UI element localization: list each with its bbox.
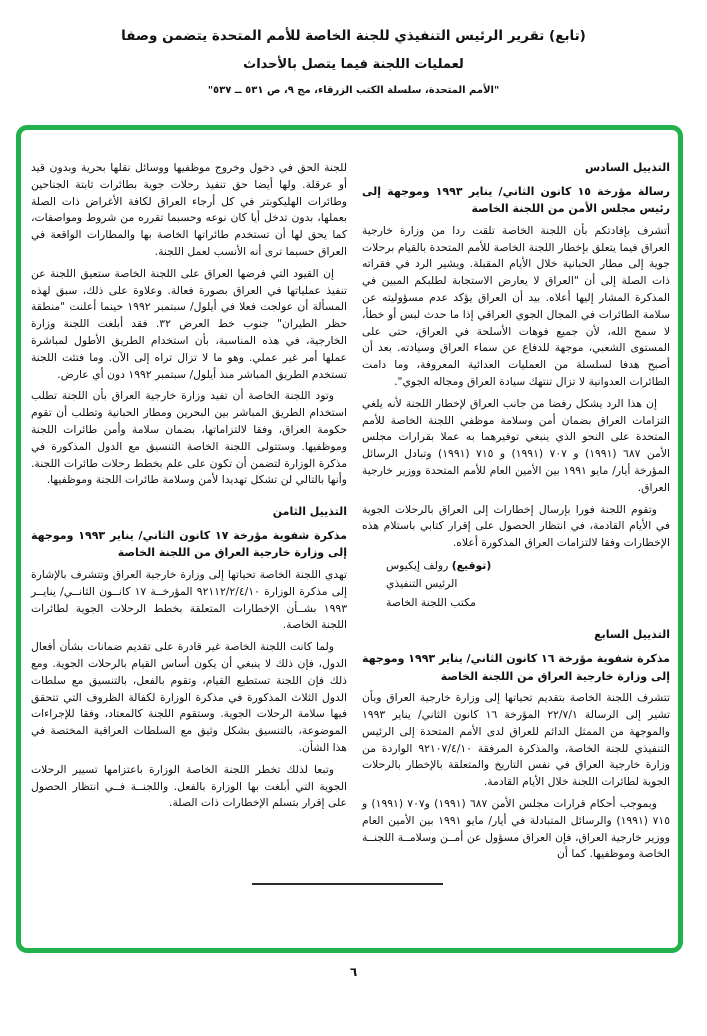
document-title-line2: لعمليات اللجنة فيما يتصل بالأحداث [243,57,464,73]
continuation-paragraph: للجنة الحق في دخول وخروج موظفيها ووسائل نقلها بحرية وبدون قيد أو عرقلة. ولها أيضا حق تنفيذ رحلات جوية بطائرات ثابتة الجناحين وطائرات الهليكوبتر في كل أرجاء العراق لكافة الأغراض ذات الصلة بعملها، بدون تدخل أيا كان نوعه وحسبما تقرره من شروط ومواصفات، كما يحق لها أن تستخدم طائراتها الخاصة بها والمطارات الواقعة في العراق حسبما ترى أنه الأنسب لعمل اللجنة. [31,161,347,258]
appendix-6-paragraph: وتقوم اللجنة فورا بإرسال إخطارات إلى العراق بالرحلات الجوية في الأيام القادمة، في انتظار الحصول على إقرار كتابي باستلام هذه الإخطارات وفقا لالتزامات العراق المذكورة أعلاه. [362,502,670,550]
appendix-6-paragraph: أتشرف بإفادتكم بأن اللجنة الخاصة تلقت ردا من وزارة خارجية العراق فيما يتعلق بإخطار اللجنة الخاصة للأمم المتحدة بالقيام برحلات جوية إلى مطار الحبانية خلال الأيام المقبلة. ويشير الرد في فقراته ذات الصلة إلى أن "العراق لا يعارض الاستجابة لطلبكم المبين في المذكرة المشار إليها أعلاه. بيد أن العراق يؤكد عدم مسؤوليته عن سلامة الطائرات في المجال الجوي العراقي إذا ما حدث لبس أو خطأ، لا سمح الله، لأن جميع فوهات الأسلحة في العراق، حتى على المستوى الشعبي، موجهة للدفاع عن سماء العراق وسيادته. بعد أن أصبح هدفا لسلسلة من العمليات العدائية المعروفة، وما دامت الطائرات العدوانية لا تزال تنتهك سيادة العراق ومجاله الجوي". [362,223,670,388]
appendix-6-heading: التذييل السادس [584,161,670,174]
appendix-7-subject: مذكرة شفوية مؤرخة ١٦ كانون الثاني/ يناير ١٩٩٣ وموجهة إلى وزارة خارجية العراق من اللجنة الخاصة [362,652,670,683]
footnote-divider [252,883,443,885]
appendix-8-paragraph: ولما كانت اللجنة الخاصة غير قادرة على تقديم ضمانات بشأن أفعال الدول، فإن ذلك لا ينبغي أن يكون أساس القيام بالرحلات الجوية. ومع ذلك فإن اللجنة تستطيع القيام، وتقوم بالفعل، بالتنسيق مع سلطات الدول الثلاث المذكورة في مذكرة الوزارة لكفالة الظروف التي تتحقق فيها سلامة الرحلات الجوية. وستقوم اللجنة كالمعتاد، وفقا للإجراءات الموضوعة، بالتنسيق بشكل وثيق مع السلطات العراقية المختصة في هذا الشأن. [31,640,347,754]
signature-title: الرئيس التنفيذي [386,577,458,591]
content-columns [21,130,678,948]
appendix-8-subject: مذكرة شفوية مؤرخة ١٧ كانون الثاني/ يناير ١٩٩٣ وموجهة إلى وزارة خارجية العراق من اللجنة الخاصة [31,528,347,560]
signature-name: رولف إيكيوس [386,558,449,572]
body-paragraph: إن القيود التي فرضها العراق على اللجنة الخاصة ستعيق اللجنة عن تنفيذ عملياتها في العراق بصورة فعالة. وعلاوة على ذلك، سبق لهذه المسألة أن عولجت فعلا في أيلول/ سبتمبر ١٩٩٢ حينما أعلنت "منطقة حظر الطيران" جنوب خط العرض ٣٢. فقد أبلغت اللجنة وزارة الخارجية، في هذه المناسبة، بأن استخدام الطريق الأطول لمباشرة عملها أمر غير عملي. وهو ما لا تزال تراه إلى الآن. وما فتئت اللجنة تستخدم الطريق المباشر منذ أيلول/ سبتمبر ١٩٩٢ دون أي عارض. [31,266,347,381]
signature-name-line [362,557,670,576]
appendix-7-paragraph: تتشرف اللجنة الخاصة بتقديم تحياتها إلى وزارة خارجية العراق وبأن تشير إلى الرسالة ٢٢/٧/١ المؤرخة ١٦ كانون الثاني/ يناير ١٩٩٣ والموجهة من الممثل الدائم للعراق لدى الأمم المتحدة إلى الرئيس التنفيذي للجنة الخاصة، والمذكرة المرفقة ٩٢١٠٧/٤/١٠ الواردة من وزارة خارجية العراق في نفس التاريخ والمتعلقة بالإخطار بالرحلات الجوية لطائرات اللجنة خلال الأيام القادمة. [362,691,670,789]
column-left [31,160,347,948]
body-paragraph: وتود اللجنة الخاصة أن تفيد وزارة خارجية العراق بأن اللجنة تطلب استخدام الطريق المباشر بين البحرين ومطار الحبانية وتطلب أن تقوم حكومة العراق، وفقا لالتزاماتها، بضمان سلامة وأمن طائرات اللجنة وموظفيها. وستتولى اللجنة الخاصة التنسيق مع الدول المذكورة في مذكرة الوزارة لتضمن أن تكون على علم بخطط رحلات طائرات اللجنة. وأنها بالتالي لن تشكل تهديدا لأمن وسلامة طائرات اللجنة وموظفيها. [31,389,347,487]
appendix-6-paragraph: إن هذا الرد يشكل رفضا من جانب العراق لإخطار اللجنة لأنه يلغي التزامات العراق بضمان أمن وسلامة موظفي اللجنة الخاصة للأمم المتحدة على النحو الذي ينبغي توفيرهما به عملا بقرارات مجلس الأمن ٦٨٧ (١٩٩١) و ٧٠٧ (١٩٩١) و ٧١٥ (١٩٩١) وتبادل الرسائل المؤرخة أيار/ مايو ١٩٩١ بين الأمين العام للأمم المتحدة ووزير خارجية العراق. [362,396,670,494]
appendix-8-paragraph: تهدي اللجنة الخاصة تحياتها إلى وزارة خارجية العراق وتتشرف بالإشارة إلى مذكرة الوزارة ٩٢١١٢/٢/٤/١٠ المؤرخــة ١٧ كانــون الثانــي/ ينايــر ١٩٩٣ بشــأن الإخطارات المتعلقة بخطط الرحلات الجوية لطائرات اللجنة الخاصة. [31,567,347,632]
appendix-7-heading: التذييل السابع [594,628,670,642]
column-right [362,160,670,948]
document-title-line1: (تابع) تقرير الرئيس التنفيذي للجنة الخاصة للأمم المتحدة يتضمن وصفا [121,28,586,44]
signature-block [362,557,670,613]
appendix-7-paragraph: وبموجب أحكام قرارات مجلس الأمن ٦٨٧ (١٩٩١) و٧٠٧ (١٩٩١) و ٧١٥ (١٩٩١) والرسائل المتبادلة في أيار/ مايو ١٩٩١ بين الأمين العام ووزير خارجية العراق، فإن العراق مسؤول عن أمــن وسلامــة اللجنــة الخاصة وموظفيها. كما أن [362,797,671,861]
signature-label: (توقيع) [451,558,492,572]
appendix-8-heading: التذييل الثامن [272,505,347,519]
appendix-6-subject: رسالة مؤرخة ١٥ كانون الثاني/ يناير ١٩٩٣ وموجهة إلى رئيس مجلس الأمن من اللجنة الخاصة [362,184,670,216]
document-source-line: "الأمم المتحدة، سلسلة الكتب الزرقاء، مج ٩، ص ٥٣١ ــ ٥٣٧" [207,84,500,96]
signature-office: مكتب اللجنة الخاصة [386,595,476,609]
page-header [0,28,707,97]
page-number: ٦ [349,965,358,979]
appendix-8-paragraph: وتبعا لذلك تخطر اللجنة الخاصة الوزارة باعتزامها تسيير الرحلات الجوية التي أبلغت بها الوزارة بالفعل. واللجنــة فــي انتظار الحصول على إقرار بتسلم الإخطارات ذات الصلة. [31,762,347,810]
